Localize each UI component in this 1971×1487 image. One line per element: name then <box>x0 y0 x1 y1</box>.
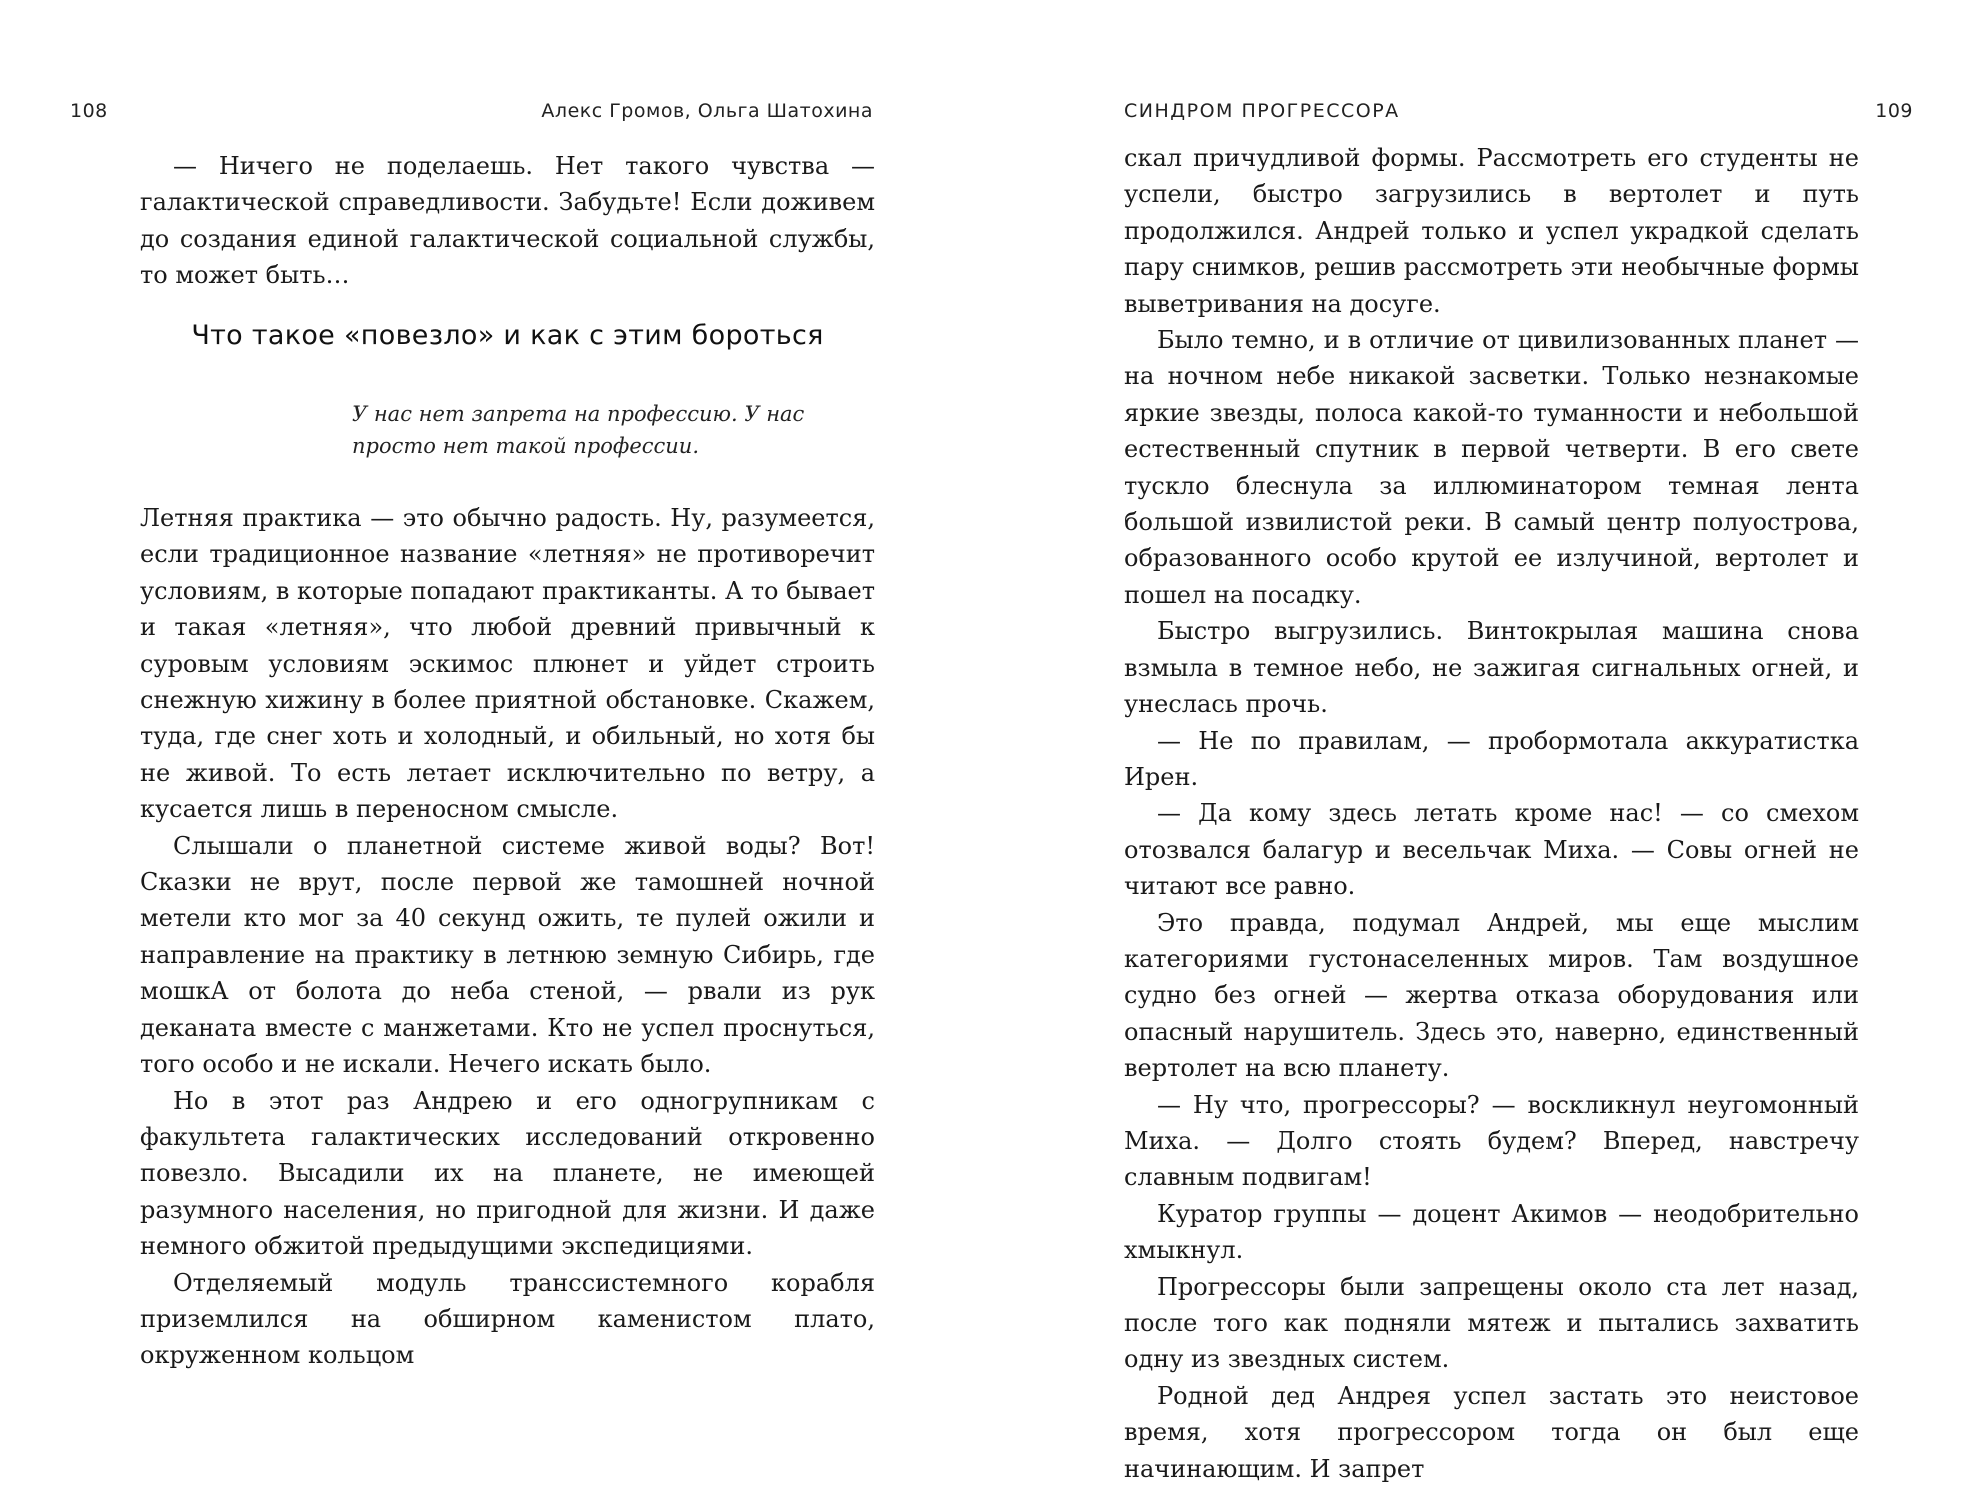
section-heading: Что такое «повезло» и как с этим бороться <box>191 320 824 351</box>
intro-text <box>140 148 875 294</box>
paragraph: — Ну что, прогрессоры? — воскликнул неугомонный Миха. — Долго стоять будем? Вперед, навстречу славным подвигам! <box>1124 1090 1859 1192</box>
paragraph: Быстро выгрузились. Винтокрылая машина снова взмыла в темное небо, не зажигая сигнальных огней, и унеслась прочь. <box>1124 617 1859 719</box>
running-head-book-title: СИНДРОМ ПРОГРЕССОРА <box>1124 100 1400 122</box>
paragraph: скал причудливой формы. Рассмотреть его студенты не успели, быстро загрузились в вертолет и путь продолжился. Андрей только и успел украдкой сделать пару снимков, решив рассмотреть эти необычные формы выветривания на досуге. <box>1124 144 1859 318</box>
left-body-text <box>140 500 875 1374</box>
paragraph: Слышали о планетной системе живой воды? Вот! Сказки не врут, после первой же тамошней ночной метели кто мог за 40 секунд ожить, те пулей ожили и направление на практику в летнюю земную Сибирь, где мошкА от болота до неба стеной, — рвали из рук деканата вместе с манжетами. Кто не успел проснуться, того особо и не искали. Нечего искать было. <box>140 831 875 1079</box>
page-number-right: 109 <box>1875 100 1913 122</box>
left-page <box>0 0 985 1451</box>
paragraph: Это правда, подумал Андрей, мы еще мыслим категориями густонаселенных миров. Там воздушное судно без огней — жертва отказа оборудования или опасный нарушитель. Здесь это, наверно, единственный вертолет на всю планету. <box>1124 908 1859 1083</box>
paragraph: Прогрессоры были запрещены около ста лет назад, после того как подняли мятеж и пытались захватить одну из звездных систем. <box>1124 1272 1859 1374</box>
epigraph: У нас нет запрета на профессию. У нас просто нет такой профессии. <box>352 402 805 458</box>
paragraph: Куратор группы — доцент Акимов — неодобрительно хмыкнул. <box>1124 1199 1859 1265</box>
paragraph: Отделяемый модуль транссистемного корабля приземлился на обширном каменистом плато, окруженном кольцом <box>140 1268 875 1370</box>
paragraph: Летняя практика — это обычно радость. Ну, разумеется, если традиционное название «летняя» не противоречит условиям, в которые попадают практиканты. А то бывает и такая «летняя», что любой древний привычный к суровым условиям эскимос плюнет и уйдет строить снежную хижину в более приятной обстановке. Скажем, туда, где снег хоть и холодный, и обильный, но хотя бы не живой. То есть летает исключительно по ветру, а кусается лишь в переносном смысле. <box>140 504 875 824</box>
right-page <box>986 0 1971 1483</box>
paragraph: Родной дед Андрея успел застать это неистовое время, хотя прогрессором тогда он был еще начинающим. И запрет <box>1124 1381 1859 1483</box>
paragraph: Но в этот раз Андрею и его одногрупникам с факультета галактических исследований откровенно повезло. Высадили их на планете, не имеющей разумного населения, но пригодной для жизни. И даже немного обжитой предыдущими экспедициями. <box>140 1086 875 1261</box>
paragraph: — Ничего не поделаешь. Нет такого чувства — галактической справедливости. Забудьте! Если доживем до создания единой галактической социальной службы, то может быть… <box>140 152 875 290</box>
right-body-text <box>1124 140 1859 1487</box>
paragraph: — Да кому здесь летать кроме нас! — со смехом отозвался балагур и весельчак Миха. — Совы огней не читают все равно. <box>1124 799 1859 901</box>
paragraph: Было темно, и в отличие от цивилизованных планет — на ночном небе никакой засветки. Только незнакомые яркие звезды, полоса какой-то туманности и небольшой естественный спутник в первой четверти. В его свете тускло блеснула за иллюминатором темная лента большой извилистой реки. В самый центр полуострова, образованного особо крутой ее излучиной, вертолет и пошел на посадку. <box>1124 326 1859 609</box>
page-number-left: 108 <box>70 100 108 122</box>
running-head-authors: Алекс Громов, Ольга Шатохина <box>541 100 873 122</box>
paragraph: — Не по правилам, — пробормотала аккуратистка Ирен. <box>1124 726 1859 791</box>
